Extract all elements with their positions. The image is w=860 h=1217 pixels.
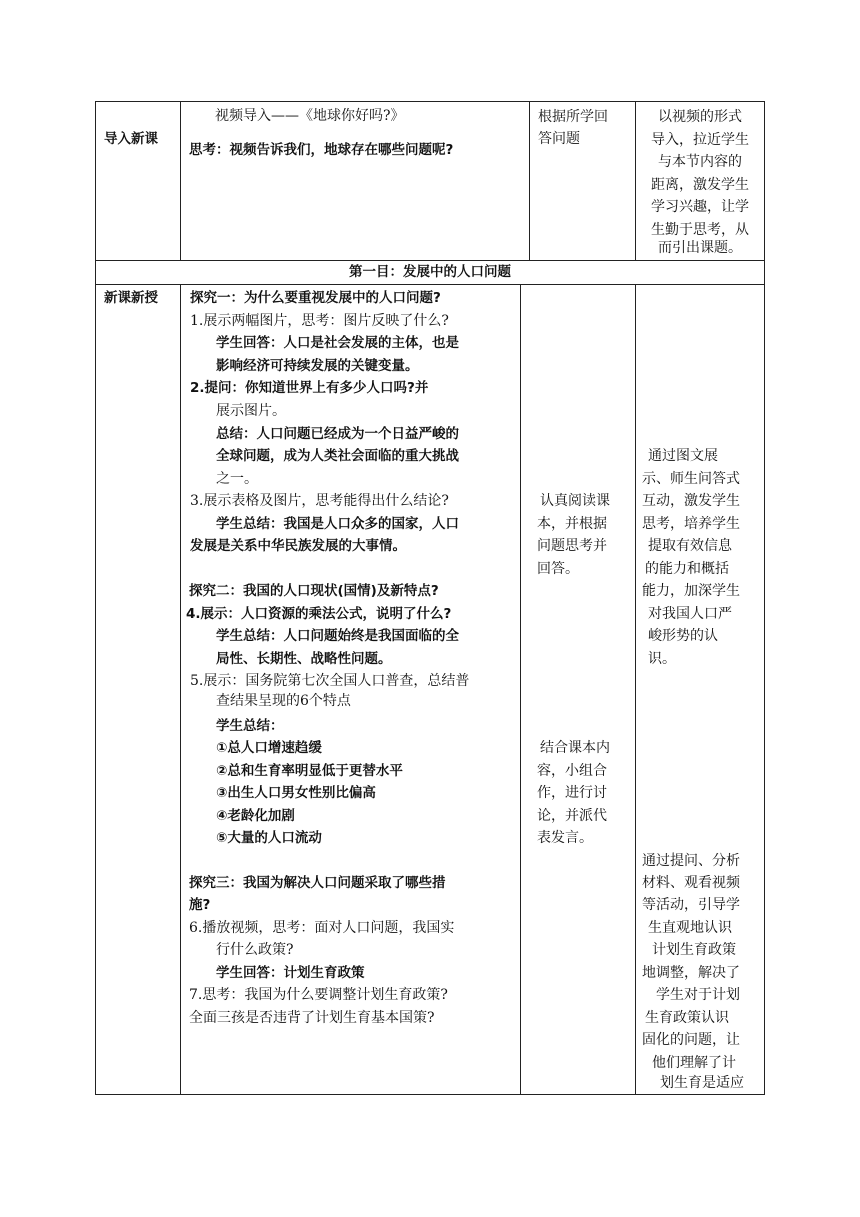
list-item: ②总和生育率明显低于更替水平 bbox=[216, 763, 403, 779]
text-line: 与本节内容的 bbox=[658, 154, 742, 170]
table-col-divider bbox=[180, 284, 181, 1095]
video-intro-line: 视频导入——《地球你好吗?》 bbox=[215, 108, 405, 124]
list-item: ⑤大量的人口流动 bbox=[216, 830, 322, 846]
section-label-new-lesson: 新课新授 bbox=[104, 290, 158, 306]
content-line: 之一。 bbox=[216, 471, 258, 487]
table-col-divider bbox=[635, 101, 636, 261]
text-line: 的能力和概括 bbox=[645, 561, 729, 577]
content-line: 5.展示：国务院第七次全国人口普查，总结普 bbox=[190, 673, 470, 689]
text-line: 地调整，解决了 bbox=[642, 965, 740, 981]
text-line: 结合课本内 bbox=[540, 740, 610, 756]
text-line: 认真阅读课 bbox=[540, 493, 610, 509]
content-line: 局性、长期性、战略性问题。 bbox=[216, 651, 392, 667]
text-line: 学习兴趣，让学 bbox=[651, 199, 749, 215]
table-row-divider bbox=[95, 284, 765, 285]
intro-question: 思考：视频告诉我们，地球存在哪些问题呢? bbox=[189, 142, 454, 158]
text-line: 材料、观看视频 bbox=[642, 875, 740, 891]
text-line: 他们理解了计 bbox=[652, 1055, 736, 1071]
inquiry-heading: 探究二：我国的人口现状(国情)及新特点? bbox=[189, 583, 439, 599]
section-subheading: 第一目：发展中的人口问题 bbox=[349, 264, 511, 280]
table-col-divider bbox=[180, 101, 181, 261]
text-line: 本，并根据 bbox=[537, 516, 607, 532]
content-line: 全球问题，成为人类社会面临的重大挑战 bbox=[216, 448, 459, 464]
text-line: 思考，培养学生 bbox=[642, 516, 740, 532]
text-line: 互动，激发学生 bbox=[642, 493, 740, 509]
text-line: 通过提问、分析 bbox=[642, 853, 740, 869]
table-col-divider bbox=[635, 284, 636, 1095]
content-line: 3.展示表格及图片，思考能得出什么结论? bbox=[190, 493, 449, 509]
content-line: 行什么政策? bbox=[216, 942, 294, 958]
text-line: 生育政策认识 bbox=[645, 1010, 729, 1026]
table-border-left bbox=[95, 101, 96, 1095]
table-col-divider bbox=[529, 101, 530, 261]
text-line: 答问题 bbox=[538, 131, 580, 147]
text-line: 固化的问题，让 bbox=[642, 1032, 740, 1048]
table-border-top bbox=[95, 101, 765, 102]
text-line: 回答。 bbox=[537, 561, 579, 577]
text-line: 容，小组合 bbox=[537, 763, 607, 779]
text-line: 以视频的形式 bbox=[658, 109, 742, 125]
list-item: ③出生人口男女性别比偏高 bbox=[216, 785, 376, 801]
content-line: 学生回答：人口是社会发展的主体，也是 bbox=[216, 335, 459, 351]
content-line: 学生总结：我国是人口众多的国家，人口 bbox=[216, 516, 459, 532]
content-line: 查结果呈现的6个特点 bbox=[216, 693, 351, 709]
content-line: 总结：人口问题已经成为一个日益严峻的 bbox=[216, 426, 459, 442]
content-line: 6.播放视频，思考：面对人口问题，我国实 bbox=[189, 920, 455, 936]
content-line: 学生总结：人口问题始终是我国面临的全 bbox=[216, 628, 459, 644]
text-line: 问题思考并 bbox=[537, 538, 607, 554]
content-line: 1.展示两幅图片，思考：图片反映了什么? bbox=[190, 313, 449, 329]
content-line: 展示图片。 bbox=[216, 403, 286, 419]
text-line: 通过图文展 bbox=[648, 448, 718, 464]
table-col-divider bbox=[520, 284, 521, 1095]
section-label-intro: 导入新课 bbox=[104, 131, 158, 147]
text-line: 根据所学回 bbox=[538, 109, 608, 125]
content-line: 2.提问：你知道世界上有多少人口吗?并 bbox=[190, 380, 429, 396]
text-line: 等活动，引导学 bbox=[642, 897, 740, 913]
text-line: 划生育是适应 bbox=[660, 1075, 744, 1091]
content-line: 全面三孩是否违背了计划生育基本国策? bbox=[189, 1010, 435, 1026]
text-line: 示、师生问答式 bbox=[642, 471, 740, 487]
content-line: 学生回答：计划生育政策 bbox=[216, 965, 365, 981]
text-line: 生勤于思考，从 bbox=[651, 222, 749, 238]
content-line: 发展是关系中华民族发展的大事情。 bbox=[190, 538, 406, 554]
text-line: 识。 bbox=[648, 651, 676, 667]
text-line: 提取有效信息 bbox=[648, 538, 732, 554]
text-line: 计划生育政策 bbox=[652, 942, 736, 958]
text-line: 而引出课题。 bbox=[658, 240, 742, 256]
text-line: 对我国人口严 bbox=[648, 606, 732, 622]
text-line: 论，并派代 bbox=[537, 808, 607, 824]
content-line: 4.展示：人口资源的乘法公式，说明了什么? bbox=[186, 606, 452, 622]
text-line: 峻形势的认 bbox=[648, 628, 718, 644]
text-line: 生直观地认识 bbox=[648, 920, 732, 936]
table-border-right bbox=[764, 101, 765, 1095]
list-item: ①总人口增速趋缓 bbox=[216, 740, 322, 756]
text-line: 作，进行讨 bbox=[537, 785, 607, 801]
list-item: ④老龄化加剧 bbox=[216, 808, 295, 824]
text-line: 导入，拉近学生 bbox=[651, 132, 749, 148]
content-line: 施? bbox=[189, 897, 211, 913]
content-line: 学生总结： bbox=[216, 718, 284, 734]
text-line: 表发言。 bbox=[537, 830, 593, 846]
content-line: 影响经济可持续发展的关键变量。 bbox=[216, 358, 419, 374]
inquiry-heading: 探究一：为什么要重视发展中的人口问题? bbox=[190, 290, 441, 306]
text-line: 距离，激发学生 bbox=[651, 177, 749, 193]
text-line: 能力，加深学生 bbox=[642, 583, 740, 599]
text-line: 学生对于计划 bbox=[656, 987, 740, 1003]
content-line: 7.思考：我国为什么要调整计划生育政策? bbox=[189, 987, 448, 1003]
inquiry-heading: 探究三：我国为解决人口问题采取了哪些措 bbox=[189, 875, 446, 891]
